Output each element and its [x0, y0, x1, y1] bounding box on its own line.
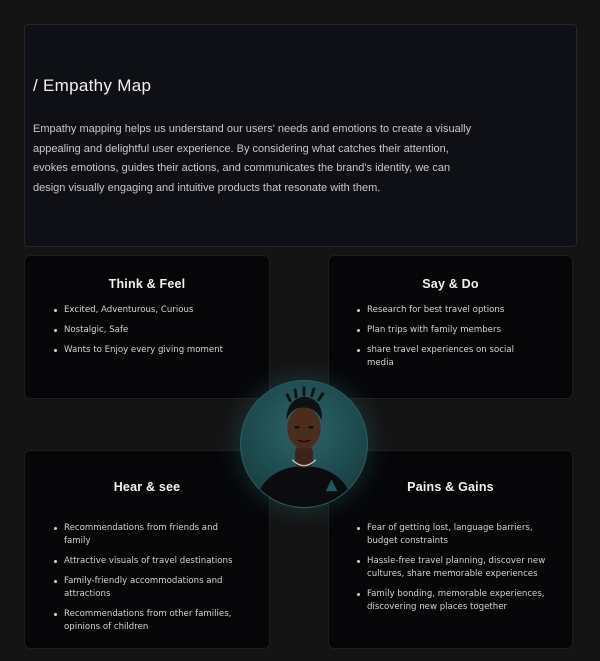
pains-gains-list [357, 522, 557, 621]
list-item: Research for best travel options [357, 304, 533, 317]
list-item: Hassle-free travel planning, discover new cultures, share memorable experiences [357, 555, 557, 581]
list-item: Family-friendly accommodations and attractions [54, 575, 234, 601]
pains-gains-title: Pains & Gains [407, 480, 494, 494]
list-item: Family bonding, memorable experiences, discovering new places together [357, 588, 557, 614]
persona-avatar [240, 380, 368, 508]
hear-see-list [54, 522, 234, 641]
hear-see-card [24, 450, 270, 649]
list-item: Wants to Enjoy every giving moment [54, 344, 254, 357]
say-do-list [357, 304, 533, 377]
think-feel-title: Think & Feel [108, 277, 186, 291]
hear-see-title: Hear & see [113, 480, 181, 494]
think-feel-card [24, 255, 270, 399]
list-item: Plan trips with family members [357, 324, 533, 337]
say-do-title: Say & Do [422, 277, 479, 291]
list-item: Excited, Adventurous, Curious [54, 304, 254, 317]
pains-gains-card [328, 450, 573, 649]
intro-description: Empathy mapping helps us understand our users' needs and emotions to create a visually appealing and delightful user experience. By considering what catches their attention, evokes emotions, guides their actions, and communicates the brand's identity, we can design visually engaging and intuitive products that resonate with them. [33, 123, 472, 194]
say-do-card [328, 255, 573, 399]
think-feel-list [54, 304, 254, 364]
page-title: / Empathy Map [33, 76, 152, 95]
list-item: share travel experiences on social media [357, 344, 533, 370]
list-item: Recommendations from friends and family [54, 522, 234, 548]
list-item: Recommendations from other families, opinions of children [54, 608, 234, 634]
intro-panel [24, 24, 577, 247]
persona-portrait-icon [241, 381, 367, 507]
list-item: Fear of getting lost, language barriers, budget constraints [357, 522, 557, 548]
list-item: Attractive visuals of travel destinations [54, 555, 234, 568]
list-item: Nostalgic, Safe [54, 324, 254, 337]
